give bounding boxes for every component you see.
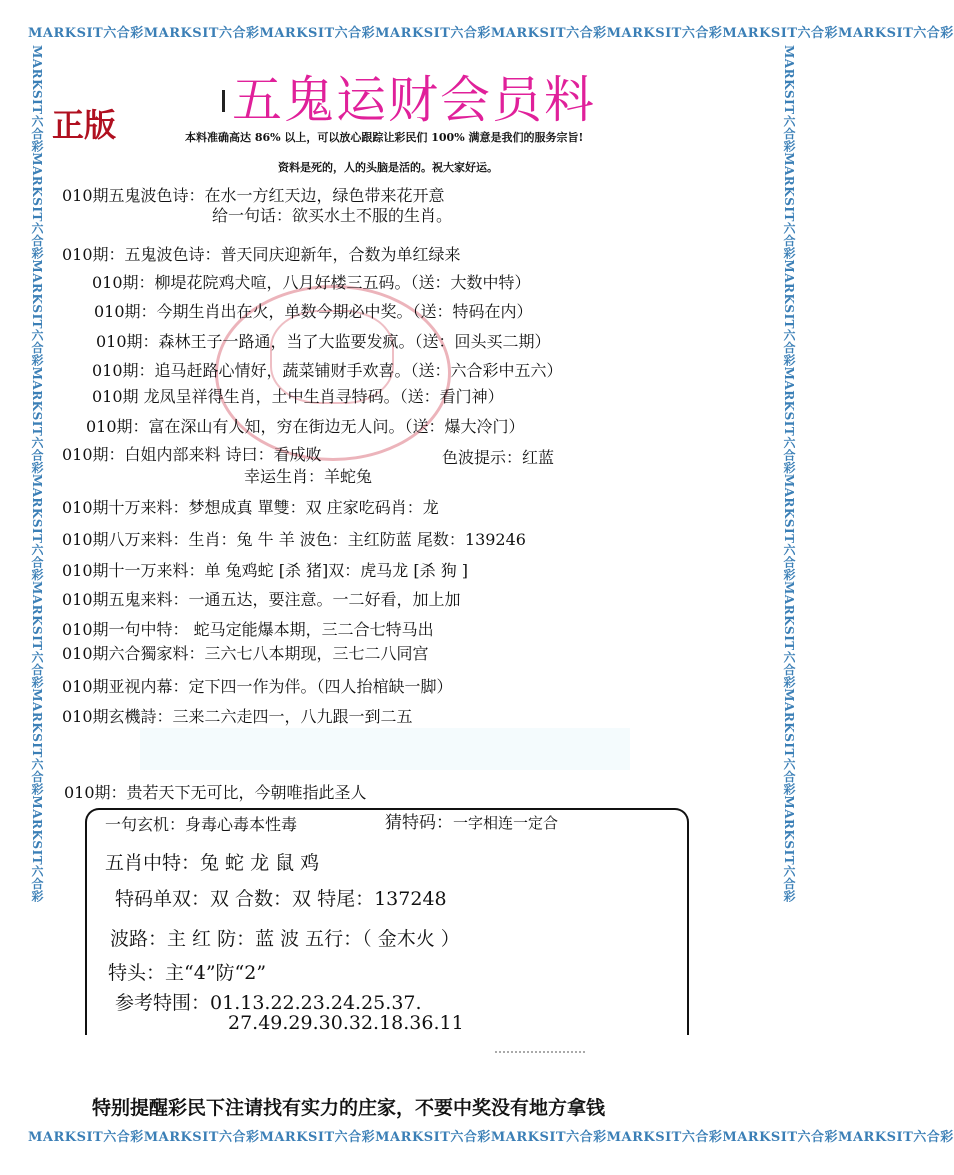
text-line: 给一句话：欲买水土不服的生肖。 [212, 206, 453, 225]
text-line: 010期十万来料：梦想成真 單雙：双 庄家吃码肖：龙 [62, 498, 439, 517]
ref-row [115, 988, 422, 1015]
border-left: MARKSIT六合彩MARKSIT六合彩MARKSIT六合彩MARKSIT六合彩MARKSIT六合彩MARKSIT六合彩MARKSIT六合彩MARKSIT六合彩 [30, 45, 44, 903]
border-bottom: MARKSIT六合彩MARKSIT六合彩MARKSIT六合彩MARKSIT六合彩MARKSIT六合彩MARKSIT六合彩MARKSIT六合彩MARKSIT六合彩 [28, 1130, 954, 1145]
ref-label: 参考特围： [115, 992, 211, 1014]
subtitle-2: 资料是死的，人的头脑是活的。祝大家好运。 [278, 161, 498, 174]
oddeven-value: 双 合数：双 特尾：137248 [210, 888, 447, 910]
footer-warning: 特别提醒彩民下注请找有实力的庄家，不要中奖没有地方拿钱 [92, 1097, 606, 1119]
text-line: 010期：今期生肖出在火，单数今期必中奖。（送：特码在内） [94, 302, 533, 321]
text-line: 010期五鬼波色诗：在水一方红天边，绿色带来花开意 [62, 186, 445, 205]
ref-value-1: 01.13.22.23.24.25.37. [210, 992, 422, 1014]
five-row [105, 848, 319, 875]
oddeven-row [115, 884, 447, 911]
text-line: 幸运生肖：羊蛇兔 [244, 467, 373, 486]
text-line: 010期亚视内幕：定下四一作为伴。（四人抬棺缺一脚） [62, 677, 453, 696]
five-label: 五肖中特： [105, 852, 201, 874]
riddle-value: 身毒心毒本性毒 [185, 815, 298, 834]
guess-label: 猜特码： [385, 813, 453, 833]
wave-row [110, 924, 460, 951]
head-value: 主“4”防“2” [165, 962, 267, 984]
text-line: 010期八万来料：生肖：兔 牛 羊 波色：主红防蓝 尾数：139246 [62, 530, 526, 549]
text-line: 010期五鬼来料：一通五达，要注意。一二好看，加上加 [62, 590, 461, 609]
border-right: MARKSIT六合彩MARKSIT六合彩MARKSIT六合彩MARKSIT六合彩MARKSIT六合彩MARKSIT六合彩MARKSIT六合彩MARKSIT六合彩 [782, 45, 796, 903]
subtitle-1: 本料准确高达 86% 以上，可以放心跟踪让彩民们 100% 满意是我们的服务宗旨! [185, 131, 584, 144]
ref-value-2: 27.49.29.30.32.18.36.11 [228, 1012, 464, 1034]
riddle-label: 一句玄机： [105, 815, 186, 834]
text-line: 010期：贵若天下无可比，今朝唯指此圣人 [64, 783, 367, 802]
text-line: 010期：富在深山有人知，穷在街边无人问。（送：爆大冷门） [86, 417, 525, 436]
title-bar [222, 90, 225, 112]
wave-label: 波路： [110, 928, 168, 950]
head-label: 特头： [108, 962, 166, 984]
text-line: 010期：五鬼波色诗：普天同庆迎新年，合数为单红绿来 [62, 245, 461, 264]
guess-row [385, 808, 558, 833]
text-line: 010期：森林王子一路通，当了大监要发疯。（送：回头买二期） [96, 332, 551, 351]
border-top: MARKSIT六合彩MARKSIT六合彩MARKSIT六合彩MARKSIT六合彩MARKSIT六合彩MARKSIT六合彩MARKSIT六合彩MARKSIT六合彩 [28, 26, 954, 41]
shaded-area [140, 728, 630, 770]
authentic-stamp: 正版 [52, 106, 117, 144]
text-line: 010期十一万来料：单 兔鸡蛇 [杀 猪]双：虎马龙 [杀 狗 ] [62, 561, 469, 580]
text-line: 色波提示：红蓝 [442, 448, 555, 467]
text-line: 010期六合獨家料：三六七八本期现，三七二八同宫 [62, 644, 429, 663]
five-value: 兔 蛇 龙 鼠 鸡 [200, 852, 320, 874]
wave-value: 主 红 防：蓝 波 五行：（ 金木火 ） [167, 928, 460, 950]
text-line: 010期 龙凤呈祥得生肖，土中生肖寻特码。（送：看门神） [92, 387, 504, 406]
page-title: 五鬼运财会员料 [232, 71, 596, 129]
text-line: 010期：白姐内部来料 诗曰：看成败 [62, 445, 322, 464]
oddeven-label: 特码单双： [115, 888, 211, 910]
text-line: 010期玄機詩：三来二六走四一，八九跟一到二五 [62, 707, 413, 726]
head-row [108, 958, 266, 985]
riddle-row [105, 812, 297, 835]
text-line: 010期一句中特： 蛇马定能爆本期，三二合七特马出 [62, 620, 434, 639]
guess-value: 一字相连一定合 [453, 814, 559, 832]
text-line: 010期：追马赶路心情好，蔬菜铺财手欢喜。（送：六合彩中五六） [92, 361, 563, 380]
dotted-separator [495, 1051, 585, 1055]
text-line: 010期：柳堤花院鸡犬喧，八月好楼三五码。（送：大数中特） [92, 273, 531, 292]
